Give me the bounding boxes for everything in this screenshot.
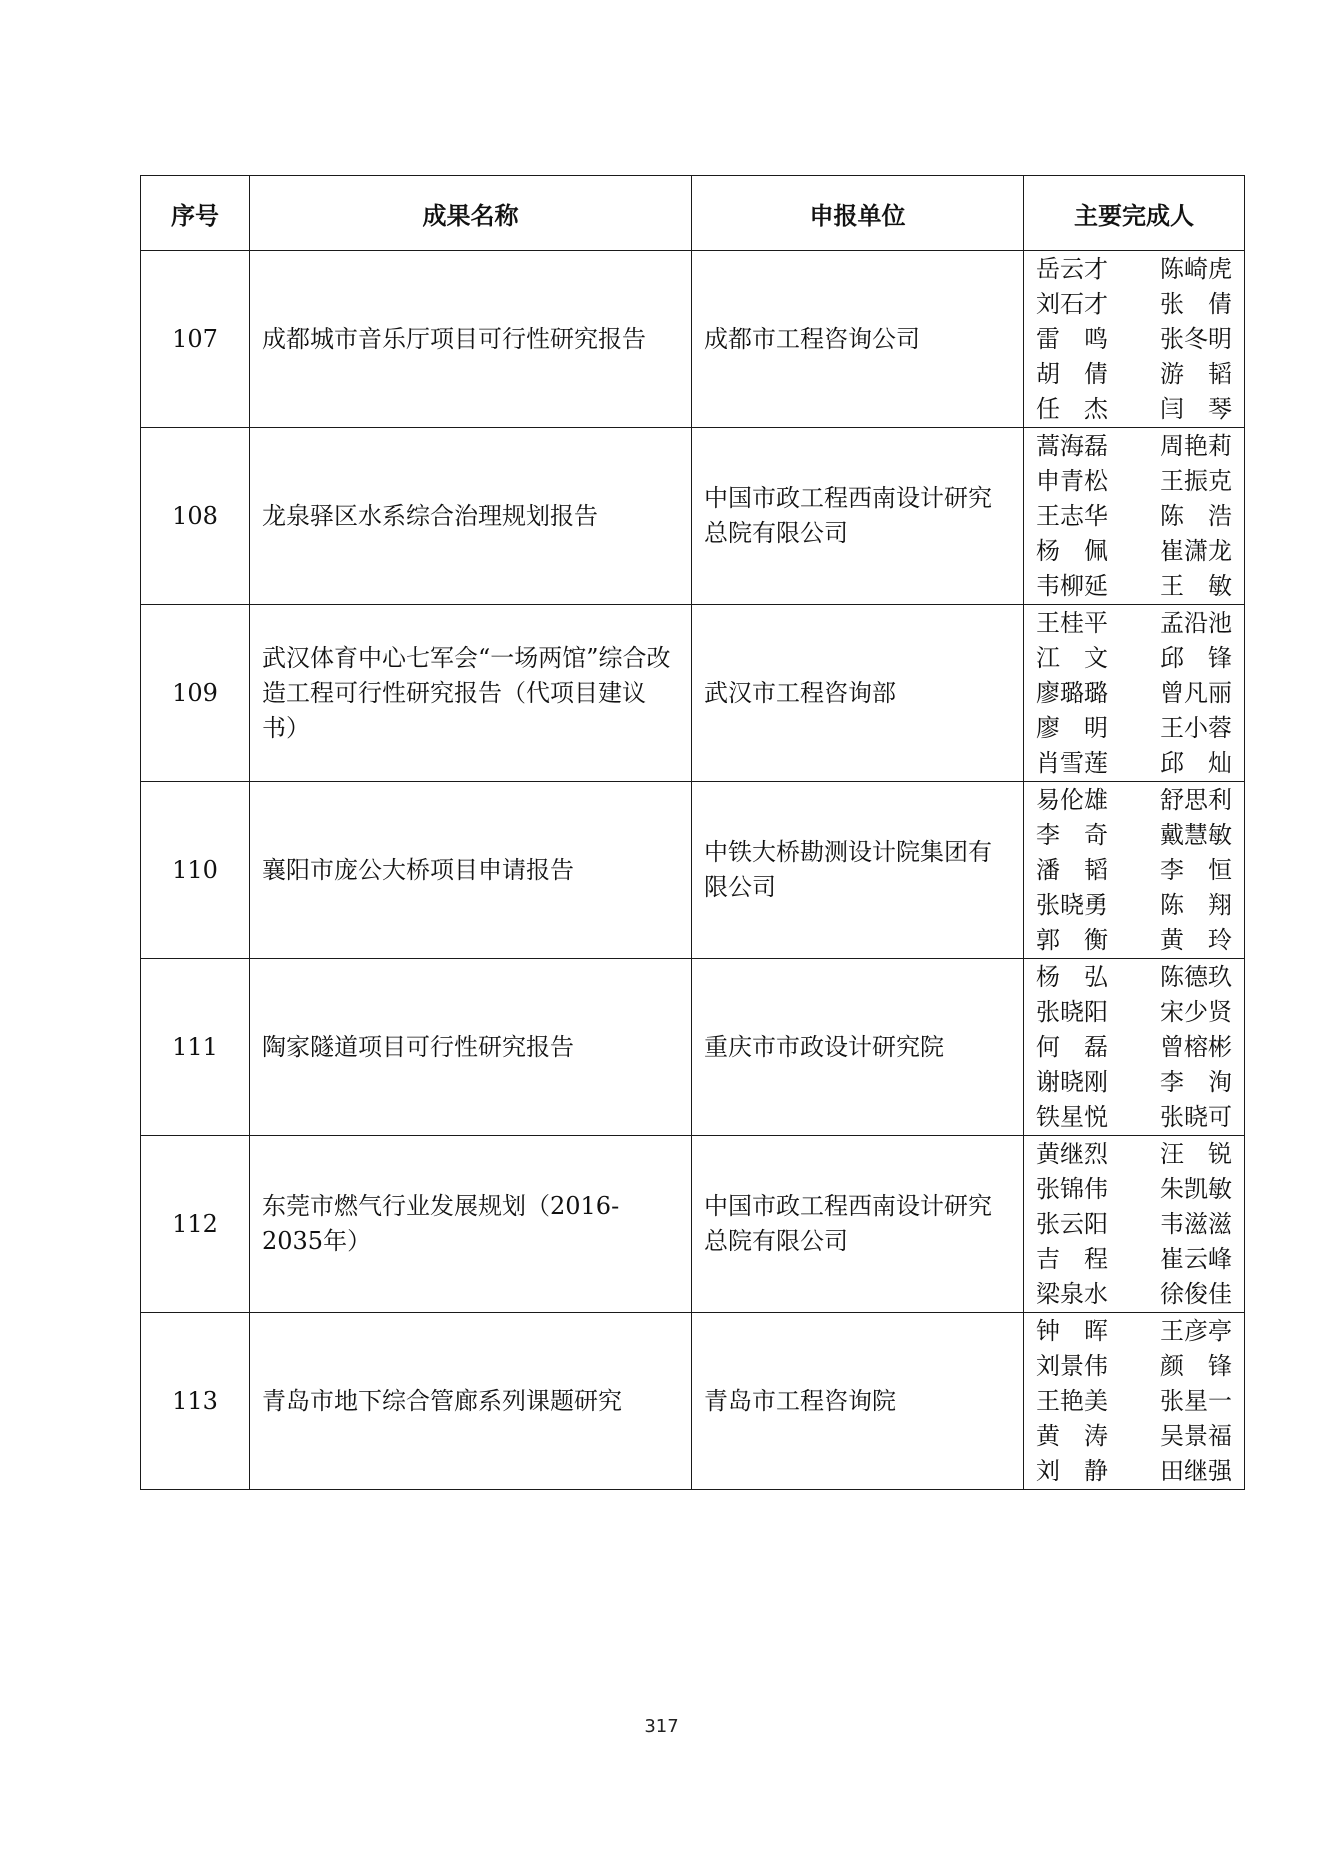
contributor-name: 廖 明 xyxy=(1036,713,1108,742)
contributor-name: 铁星悦 xyxy=(1036,1102,1108,1131)
contributor-line xyxy=(1036,392,1232,427)
contributor-line xyxy=(1036,853,1232,888)
contributor-name: 宋少贤 xyxy=(1160,997,1232,1026)
awards-table xyxy=(140,175,1245,1490)
row-seq: 112 xyxy=(141,1136,250,1313)
contributor-name: 张晓勇 xyxy=(1036,890,1108,919)
contributor-name: 张晓阳 xyxy=(1036,997,1108,1026)
contributor-line xyxy=(1036,818,1232,853)
contributor-line xyxy=(1036,499,1232,534)
contributor-line xyxy=(1036,1384,1232,1419)
contributor-name: 崔云峰 xyxy=(1160,1244,1232,1273)
contributor-name: 游 韬 xyxy=(1160,359,1232,388)
contributor-name: 易伦雄 xyxy=(1036,785,1108,814)
contributor-line xyxy=(1036,1172,1232,1207)
contributor-name: 韦滋滋 xyxy=(1160,1209,1232,1238)
contributor-line xyxy=(1036,1314,1232,1349)
contributor-name: 张 倩 xyxy=(1160,289,1232,318)
contributor-name: 张锦伟 xyxy=(1036,1174,1108,1203)
contributor-name: 李 奇 xyxy=(1036,820,1108,849)
row-applicant-unit: 中国市政工程西南设计研究总院有限公司 xyxy=(692,1136,1024,1313)
contributor-line xyxy=(1036,252,1232,287)
contributor-name: 张星一 xyxy=(1160,1386,1232,1415)
contributor-line xyxy=(1036,995,1232,1030)
contributor-name: 李 洵 xyxy=(1160,1067,1232,1096)
contributor-name: 汪 锐 xyxy=(1160,1139,1232,1168)
contributor-name: 张冬明 xyxy=(1160,324,1232,353)
contributor-name: 黄 玲 xyxy=(1160,925,1232,954)
contributor-line xyxy=(1036,888,1232,923)
contributor-name: 刘景伟 xyxy=(1036,1351,1108,1380)
contributor-name: 陈 翔 xyxy=(1160,890,1232,919)
row-seq: 109 xyxy=(141,605,250,782)
contributor-name: 戴慧敏 xyxy=(1160,820,1232,849)
row-applicant-unit: 重庆市市政设计研究院 xyxy=(692,959,1024,1136)
row-seq: 113 xyxy=(141,1313,250,1490)
contributor-line xyxy=(1036,1030,1232,1065)
row-achievement-name: 青岛市地下综合管廊系列课题研究 xyxy=(250,1313,692,1490)
table-row xyxy=(141,251,1245,428)
contributor-name: 蒿海磊 xyxy=(1036,431,1108,460)
row-seq: 107 xyxy=(141,251,250,428)
row-applicant-unit: 青岛市工程咨询院 xyxy=(692,1313,1024,1490)
contributor-name: 黄 涛 xyxy=(1036,1421,1108,1450)
table-row xyxy=(141,782,1245,959)
table-body xyxy=(141,251,1245,1490)
contributor-line xyxy=(1036,1207,1232,1242)
contributor-name: 曾凡丽 xyxy=(1160,678,1232,707)
contributor-name: 李 恒 xyxy=(1160,855,1232,884)
contributor-line xyxy=(1036,287,1232,322)
contributor-line xyxy=(1036,357,1232,392)
contributor-line xyxy=(1036,429,1232,464)
row-main-contributors xyxy=(1024,782,1245,959)
table-row xyxy=(141,1136,1245,1313)
contributor-name: 吉 程 xyxy=(1036,1244,1108,1273)
contributor-line xyxy=(1036,1277,1232,1312)
contributor-name: 周艳莉 xyxy=(1160,431,1232,460)
table-row xyxy=(141,959,1245,1136)
contributor-name: 杨 弘 xyxy=(1036,962,1108,991)
contributor-line xyxy=(1036,676,1232,711)
contributor-line xyxy=(1036,1137,1232,1172)
contributor-name: 张晓可 xyxy=(1160,1102,1232,1131)
row-main-contributors xyxy=(1024,605,1245,782)
contributor-name: 孟沿池 xyxy=(1160,608,1232,637)
table-row xyxy=(141,605,1245,782)
table-header-row xyxy=(141,176,1245,251)
contributor-name: 雷 鸣 xyxy=(1036,324,1108,353)
contributor-name: 王桂平 xyxy=(1036,608,1108,637)
contributor-name: 钟 晖 xyxy=(1036,1316,1108,1345)
contributor-line xyxy=(1036,534,1232,569)
contributor-name: 王艳美 xyxy=(1036,1386,1108,1415)
contributor-name: 任 杰 xyxy=(1036,394,1108,423)
row-main-contributors xyxy=(1024,251,1245,428)
contributor-line xyxy=(1036,783,1232,818)
row-seq: 108 xyxy=(141,428,250,605)
contributor-name: 廖璐璐 xyxy=(1036,678,1108,707)
contributor-line xyxy=(1036,322,1232,357)
contributor-name: 王彦亭 xyxy=(1160,1316,1232,1345)
row-main-contributors xyxy=(1024,428,1245,605)
row-main-contributors xyxy=(1024,1313,1245,1490)
contributor-name: 舒思利 xyxy=(1160,785,1232,814)
contributor-name: 吴景福 xyxy=(1160,1421,1232,1450)
contributor-name: 潘 韬 xyxy=(1036,855,1108,884)
contributor-name: 崔潇龙 xyxy=(1160,536,1232,565)
contributor-name: 陈崎虎 xyxy=(1160,254,1232,283)
contributor-name: 胡 倩 xyxy=(1036,359,1108,388)
row-applicant-unit: 武汉市工程咨询部 xyxy=(692,605,1024,782)
contributor-name: 申青松 xyxy=(1036,466,1108,495)
row-applicant-unit: 成都市工程咨询公司 xyxy=(692,251,1024,428)
contributor-name: 江 文 xyxy=(1036,643,1108,672)
contributor-name: 刘石才 xyxy=(1036,289,1108,318)
contributor-name: 徐俊佳 xyxy=(1160,1279,1232,1308)
header-seq: 序号 xyxy=(141,176,250,251)
contributor-line xyxy=(1036,1349,1232,1384)
contributor-name: 陈德玖 xyxy=(1160,962,1232,991)
contributor-line xyxy=(1036,711,1232,746)
contributor-name: 曾榕彬 xyxy=(1160,1032,1232,1061)
row-applicant-unit: 中铁大桥勘测设计院集团有限公司 xyxy=(692,782,1024,959)
contributor-line xyxy=(1036,1419,1232,1454)
row-achievement-name: 龙泉驿区水系综合治理规划报告 xyxy=(250,428,692,605)
contributor-name: 韦柳延 xyxy=(1036,571,1108,600)
contributor-name: 何 磊 xyxy=(1036,1032,1108,1061)
contributor-line xyxy=(1036,1065,1232,1100)
contributor-name: 田继强 xyxy=(1160,1456,1232,1485)
contributor-name: 王小蓉 xyxy=(1160,713,1232,742)
row-main-contributors xyxy=(1024,959,1245,1136)
contributor-line xyxy=(1036,464,1232,499)
row-applicant-unit: 中国市政工程西南设计研究总院有限公司 xyxy=(692,428,1024,605)
row-achievement-name: 襄阳市庞公大桥项目申请报告 xyxy=(250,782,692,959)
contributor-name: 朱凯敏 xyxy=(1160,1174,1232,1203)
row-achievement-name: 武汉体育中心七军会“一场两馆”综合改造工程可行性研究报告（代项目建议书） xyxy=(250,605,692,782)
contributor-line xyxy=(1036,960,1232,995)
contributor-name: 肖雪莲 xyxy=(1036,748,1108,777)
header-unit: 申报单位 xyxy=(692,176,1024,251)
contributor-name: 谢晓刚 xyxy=(1036,1067,1108,1096)
contributor-name: 刘 静 xyxy=(1036,1456,1108,1485)
header-people: 主要完成人 xyxy=(1024,176,1245,251)
contributor-line xyxy=(1036,1242,1232,1277)
row-achievement-name: 成都城市音乐厅项目可行性研究报告 xyxy=(250,251,692,428)
contributor-name: 邱 锋 xyxy=(1160,643,1232,672)
contributor-name: 邱 灿 xyxy=(1160,748,1232,777)
contributor-name: 岳云才 xyxy=(1036,254,1108,283)
contributor-line xyxy=(1036,569,1232,604)
row-seq: 110 xyxy=(141,782,250,959)
table-row xyxy=(141,428,1245,605)
table-row xyxy=(141,1313,1245,1490)
contributor-line xyxy=(1036,606,1232,641)
page-number: 317 xyxy=(644,1716,679,1737)
contributor-line xyxy=(1036,923,1232,958)
contributor-name: 陈 浩 xyxy=(1160,501,1232,530)
contributor-name: 王志华 xyxy=(1036,501,1108,530)
row-achievement-name: 陶家隧道项目可行性研究报告 xyxy=(250,959,692,1136)
contributor-line xyxy=(1036,1454,1232,1489)
contributor-name: 王 敏 xyxy=(1160,571,1232,600)
contributor-name: 郭 衡 xyxy=(1036,925,1108,954)
header-name: 成果名称 xyxy=(250,176,692,251)
contributor-name: 闫 琴 xyxy=(1160,394,1232,423)
contributor-line xyxy=(1036,641,1232,676)
contributor-name: 黄继烈 xyxy=(1036,1139,1108,1168)
row-main-contributors xyxy=(1024,1136,1245,1313)
contributor-name: 王振克 xyxy=(1160,466,1232,495)
contributor-name: 梁泉水 xyxy=(1036,1279,1108,1308)
row-seq: 111 xyxy=(141,959,250,1136)
row-achievement-name: 东莞市燃气行业发展规划（2016-2035年） xyxy=(250,1136,692,1313)
contributor-name: 杨 佩 xyxy=(1036,536,1108,565)
contributor-name: 颜 锋 xyxy=(1160,1351,1232,1380)
contributor-line xyxy=(1036,746,1232,781)
contributor-name: 张云阳 xyxy=(1036,1209,1108,1238)
contributor-line xyxy=(1036,1100,1232,1135)
